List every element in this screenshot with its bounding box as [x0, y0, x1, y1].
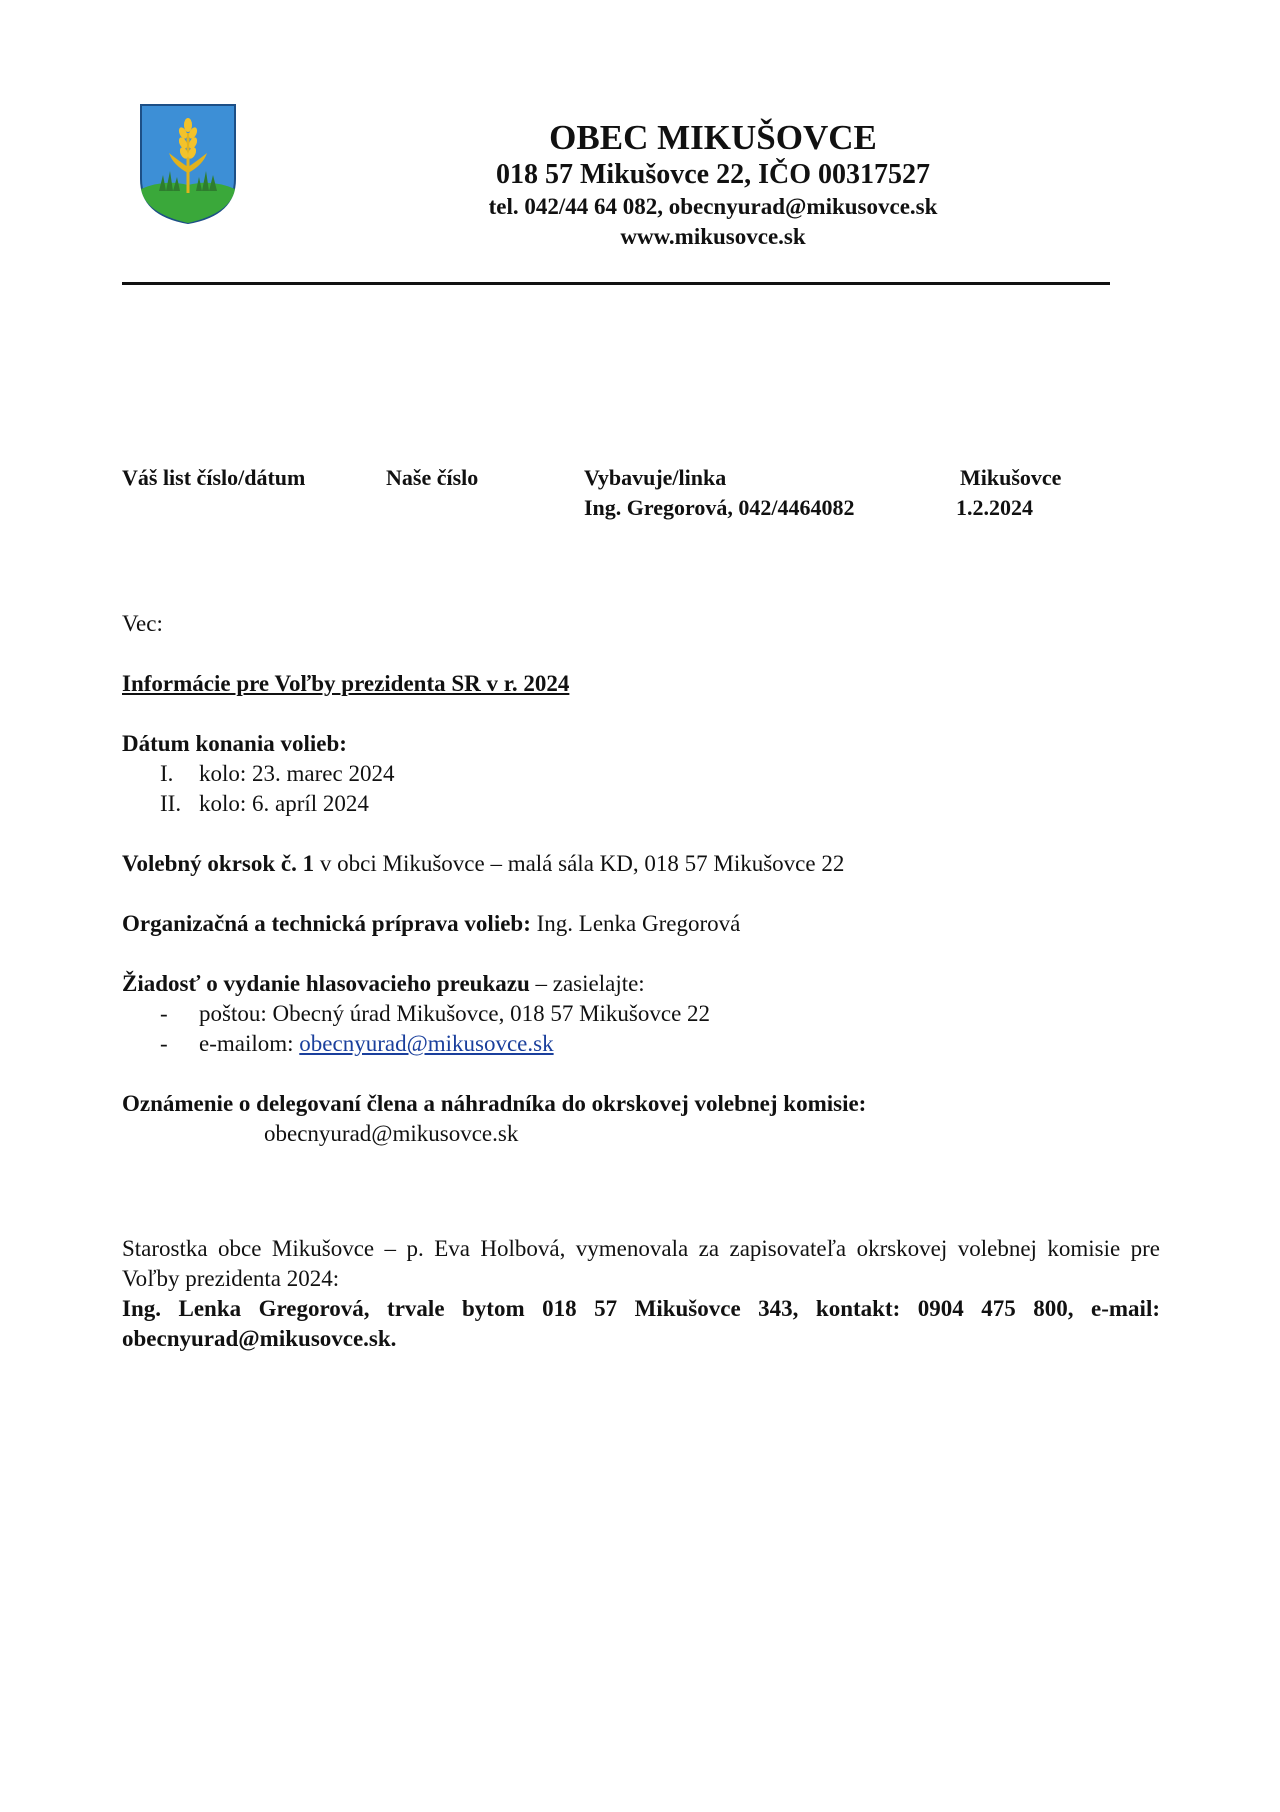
election-dates-label: Dátum konania volieb:	[122, 731, 347, 756]
ref-handler-label: Vybavuje/linka	[584, 465, 727, 490]
closing-text: Starostka obce Mikušovce – p. Eva Holbová, vymenovala za zapisovateľa okrskovej volebnej komisie pre Voľby prezidenta 2024:	[122, 1236, 1160, 1291]
list-item	[122, 999, 1167, 1029]
voting-certificate-heading	[122, 969, 1167, 999]
ref-our-number-label: Naše číslo	[386, 465, 479, 490]
district-label: Volebný okrsok č. 1	[122, 851, 315, 876]
round-marker: I.	[160, 761, 174, 786]
ref-our-number	[386, 463, 478, 493]
bullet-dash: -	[160, 1031, 168, 1056]
ref-date-value: 1.2.2024	[956, 495, 1033, 520]
election-rounds-list	[122, 759, 1167, 819]
delegation-notice-email: obecnyurad@mikusovce.sk	[264, 1121, 519, 1146]
voting-certificate-label: Žiadosť o vydanie hlasovacieho preukazu	[122, 971, 530, 996]
delegation-notice-section	[122, 1089, 1167, 1149]
document-title: Informácie pre Voľby prezidenta SR v r. 2024	[122, 671, 570, 696]
voting-certificate-section	[122, 969, 1167, 1059]
election-dates-section	[122, 729, 1167, 819]
bullet-dash: -	[160, 1001, 168, 1026]
municipality-website: www.mikusovce.sk	[620, 224, 806, 249]
delegation-notice-label: Oznámenie o delegovaní člena a náhradníka do okrskovej volebnej komisie:	[122, 1091, 867, 1116]
municipality-contact: tel. 042/44 64 082, obecnyurad@mikusovce.sk	[488, 194, 938, 219]
ref-your-letter	[122, 463, 305, 493]
postal-submission-text: poštou: Obecný úrad Mikušovce, 018 57 Mikušovce 22	[199, 1001, 711, 1026]
email-submission-prefix: e-mailom:	[199, 1031, 300, 1056]
closing-section	[122, 1234, 1160, 1354]
subject-label: Vec:	[122, 611, 163, 636]
letterhead	[400, 118, 1026, 252]
list-item	[122, 1029, 1167, 1059]
preparation-text: Ing. Lenka Gregorová	[530, 911, 741, 936]
coat-of-arms-logo	[139, 103, 237, 225]
ref-handler	[584, 463, 855, 523]
round-text: kolo: 6. apríl 2024	[199, 791, 369, 816]
preparation-label: Organizačná a technická príprava volieb:	[122, 911, 531, 936]
municipality-name: OBEC MIKUŠOVCE	[549, 118, 877, 157]
voting-certificate-text: – zasielajte:	[529, 971, 645, 996]
preparation-paragraph	[122, 909, 1167, 939]
list-item	[122, 759, 1167, 789]
ref-place-label: Mikušovce	[960, 465, 1062, 490]
ref-place-date	[956, 463, 1062, 523]
district-paragraph	[122, 849, 1167, 879]
list-item	[122, 789, 1167, 819]
submission-methods-list	[122, 999, 1167, 1059]
round-text: kolo: 23. marec 2024	[199, 761, 395, 786]
ref-handler-value: Ing. Gregorová, 042/4464082	[584, 495, 855, 520]
email-link[interactable]: obecnyurad@mikusovce.sk	[299, 1031, 554, 1056]
ref-your-letter-label: Váš list číslo/dátum	[122, 465, 306, 490]
municipality-address: 018 57 Mikušovce 22, IČO 00317527	[496, 159, 930, 190]
round-marker: II.	[160, 791, 182, 816]
district-text: v obci Mikušovce – malá sála KD, 018 57 Mikušovce 22	[314, 851, 845, 876]
header-divider	[122, 282, 1110, 285]
closing-bold-text: Ing. Lenka Gregorová, trvale bytom 018 57 Mikušovce 343, kontakt: 0904 475 800, e-mail: obecnyurad@mikusovce.sk.	[122, 1296, 1160, 1351]
